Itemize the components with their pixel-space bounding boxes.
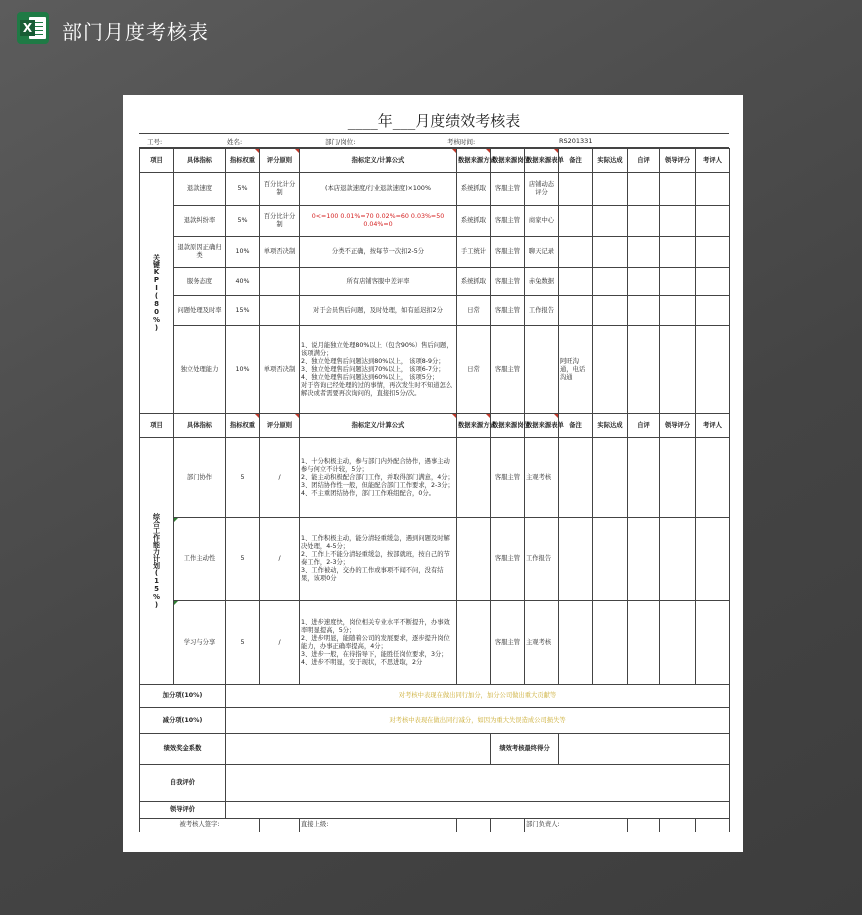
self-eval-row <box>140 765 730 802</box>
kpi-formula[interactable]: 1、说月能独立处理80%以上（包含90%）售后问题，该项满分； 2、独立处理售后问题达到80%以上， 该项8-9分； 3、独立处理售后问题达到70%以上， 该项6-7分； 4、独立处理售后问题达到60%以上， 该项5分； 对于咨询已经处理的过的事情，再次发生时不知道怎么解决或者需要再次询问的，直接扣5分/次。 <box>300 326 457 414</box>
final-score-label[interactable]: 绩效考核最终得分 <box>491 734 559 765</box>
ability-post[interactable]: 客服主管 <box>491 438 525 518</box>
kpi-row <box>140 206 730 237</box>
ability-formula[interactable]: 1、进步速度快，岗位相关专业水平不断提升，办事效率明显提高，5分； 2、进步明显，能随着公司的发展要求，逐步提升岗位能力，办事正确率提高，4分； 3、进步一般，在待指导下，能胜任岗位要求，3分； 4、进步不明显，安于现状，不思进取，2分 <box>300 601 457 685</box>
ability-formula[interactable]: 1、工作积极主动，能分清轻重缓急，遇到问题及时解决处理，4-5分； 2、工作上不能分清轻重缓急，按部就班，按自己的节奏工作，2-3分； 3、工作被动，交办的工作或事项不闻不问，没有结果，该项0分 <box>300 518 457 601</box>
score-cell[interactable] <box>660 518 696 601</box>
kpi-post[interactable]: 客服主管 <box>491 326 525 414</box>
kpi-formula[interactable]: 所有店铺客服中差评率 <box>300 268 457 296</box>
column-header[interactable]: 实际达成 <box>593 149 628 173</box>
ability-name[interactable]: 部门协作 <box>174 438 226 518</box>
ability-method[interactable] <box>457 438 491 518</box>
score-cell[interactable] <box>628 326 660 414</box>
kpi-post[interactable]: 客服主管 <box>491 237 525 268</box>
kpi-formula[interactable]: 分类不正确，按每节一次扣2-5分 <box>300 237 457 268</box>
score-cell[interactable] <box>660 237 696 268</box>
score-cell[interactable] <box>628 268 660 296</box>
ability-method[interactable] <box>457 518 491 601</box>
kpi-note[interactable]: 阿旺沟通，电话沟通 <box>559 326 593 414</box>
leader-eval-label[interactable]: 领导评价 <box>140 802 226 819</box>
kpi-rule[interactable]: 单项否决制 <box>260 237 300 268</box>
kpi-method[interactable]: 系统抓取 <box>457 268 491 296</box>
kpi-row <box>140 173 730 206</box>
kpi-row <box>140 237 730 268</box>
kpi-rule[interactable]: 百分比计分制 <box>260 173 300 206</box>
signature-row <box>140 819 730 832</box>
kpi-method[interactable]: 系统抓取 <box>457 173 491 206</box>
column-header[interactable]: 具体指标 <box>174 414 226 438</box>
signature-blank[interactable] <box>696 819 730 832</box>
score-cell[interactable] <box>593 296 628 326</box>
kpi-weight[interactable]: 40% <box>226 268 260 296</box>
coefficient-value[interactable] <box>226 734 491 765</box>
column-header[interactable]: 领导评分 <box>660 414 696 438</box>
ability-method[interactable] <box>457 601 491 685</box>
kpi-weight[interactable]: 5% <box>226 206 260 237</box>
column-header[interactable]: 数据来源岗位 <box>491 149 525 173</box>
signature-blank[interactable] <box>660 819 696 832</box>
kpi-formula[interactable]: (本店退款速度/行业退款速度)×100% <box>300 173 457 206</box>
score-cell[interactable] <box>660 601 696 685</box>
page-title: 部门月度考核表 <box>62 20 209 44</box>
ability-row <box>140 438 730 518</box>
score-cell[interactable] <box>628 206 660 237</box>
score-cell[interactable] <box>660 438 696 518</box>
deduct-label[interactable]: 减分项(10%) <box>140 708 226 734</box>
column-header[interactable]: 数据来源表单 <box>525 414 559 438</box>
kpi-name[interactable]: 问题处理及时率 <box>174 296 226 326</box>
score-cell[interactable] <box>696 237 730 268</box>
dept-head-signature[interactable]: 部门负责人: <box>525 819 628 832</box>
column-header[interactable]: 指标定义/计算公式 <box>300 149 457 173</box>
column-header[interactable]: 数据来源方式 <box>457 414 491 438</box>
kpi-note[interactable] <box>559 173 593 206</box>
kpi-section-text: 关键KPI(80%) <box>152 254 161 332</box>
kpi-form[interactable] <box>525 326 559 414</box>
column-header[interactable]: 评分原则 <box>260 149 300 173</box>
ability-form[interactable]: 主观考核 <box>525 601 559 685</box>
leader-eval-value[interactable] <box>226 802 730 819</box>
kpi-method[interactable]: 日常 <box>457 296 491 326</box>
kpi-rule[interactable] <box>260 268 300 296</box>
score-cell[interactable] <box>696 326 730 414</box>
kpi-weight[interactable]: 5% <box>226 173 260 206</box>
bonus-row <box>140 685 730 708</box>
kpi-method[interactable]: 日常 <box>457 326 491 414</box>
score-cell[interactable] <box>628 296 660 326</box>
signature-blank[interactable] <box>457 819 491 832</box>
form-code: RS201331 <box>559 137 593 145</box>
kpi-form[interactable]: 商家中心 <box>525 206 559 237</box>
kpi-note[interactable] <box>559 237 593 268</box>
self-eval-label[interactable]: 自我评价 <box>140 765 226 802</box>
kpi-rule[interactable]: 百分比计分制 <box>260 206 300 237</box>
kpi-form[interactable]: 工作报告 <box>525 296 559 326</box>
ability-name[interactable]: 工作主动性 <box>174 518 226 601</box>
score-cell[interactable] <box>628 438 660 518</box>
score-cell[interactable] <box>559 518 593 601</box>
column-header[interactable]: 数据来源表单 <box>525 149 559 173</box>
column-header[interactable]: 备注 <box>559 149 593 173</box>
score-cell[interactable] <box>593 326 628 414</box>
kpi-method[interactable]: 手工统计 <box>457 237 491 268</box>
spreadsheet-preview <box>123 95 743 852</box>
coefficient-row <box>140 734 730 765</box>
header-row <box>140 414 730 438</box>
ability-form[interactable]: 主观考核 <box>525 438 559 518</box>
kpi-post[interactable]: 客服主管 <box>491 206 525 237</box>
time-label: 考核时间: <box>447 138 476 146</box>
score-cell[interactable] <box>593 438 628 518</box>
deduct-row <box>140 708 730 734</box>
column-header[interactable]: 实际达成 <box>593 414 628 438</box>
score-cell[interactable] <box>593 206 628 237</box>
column-header[interactable]: 具体指标 <box>174 149 226 173</box>
kpi-name[interactable]: 独立处理能力 <box>174 326 226 414</box>
kpi-formula[interactable]: 对于会员售后问题，及时处理，如有延迟扣2分 <box>300 296 457 326</box>
form-title: ____年___月度绩效考核表 <box>139 108 729 134</box>
column-header[interactable]: 数据来源方式 <box>457 149 491 173</box>
self-eval-value[interactable] <box>226 765 730 802</box>
coefficient-label[interactable]: 绩效奖金系数 <box>140 734 226 765</box>
score-cell[interactable] <box>593 601 628 685</box>
column-header[interactable]: 自评 <box>628 414 660 438</box>
column-header[interactable]: 备注 <box>559 414 593 438</box>
score-cell[interactable] <box>696 206 730 237</box>
score-cell[interactable] <box>593 237 628 268</box>
column-header[interactable]: 指标权重 <box>226 414 260 438</box>
score-cell[interactable] <box>696 601 730 685</box>
ability-weight[interactable]: 5 <box>226 601 260 685</box>
kpi-note[interactable] <box>559 268 593 296</box>
column-header[interactable]: 评分原则 <box>260 414 300 438</box>
kpi-method[interactable]: 系统抓取 <box>457 206 491 237</box>
ability-post[interactable]: 客服主管 <box>491 518 525 601</box>
info-row <box>139 134 729 148</box>
deduct-text[interactable]: 对考核中表现在做出同行减分，如因为重大失误造成公司损失等 <box>226 708 730 734</box>
appraisal-table <box>139 148 730 832</box>
appraisal-form <box>139 108 729 832</box>
final-score-value[interactable] <box>559 734 730 765</box>
ability-weight[interactable]: 5 <box>226 518 260 601</box>
kpi-note[interactable] <box>559 206 593 237</box>
ability-rule[interactable]: / <box>260 518 300 601</box>
score-cell[interactable] <box>628 237 660 268</box>
score-cell[interactable] <box>628 173 660 206</box>
kpi-section-label[interactable] <box>140 173 174 414</box>
column-header[interactable]: 指标权重 <box>226 149 260 173</box>
score-cell[interactable] <box>696 173 730 206</box>
name-label: 姓名: <box>227 138 243 146</box>
score-cell[interactable] <box>593 173 628 206</box>
kpi-post[interactable]: 客服主管 <box>491 173 525 206</box>
score-cell[interactable] <box>559 601 593 685</box>
title-bar <box>0 0 862 60</box>
column-header[interactable]: 项目 <box>140 414 174 438</box>
score-cell[interactable] <box>660 296 696 326</box>
ability-rule[interactable]: / <box>260 438 300 518</box>
score-cell[interactable] <box>696 438 730 518</box>
score-cell[interactable] <box>660 326 696 414</box>
signature-blank[interactable] <box>628 819 660 832</box>
ability-section-text: 综合工作能力计划(15%) <box>152 513 161 609</box>
kpi-form[interactable]: 聊天记录 <box>525 237 559 268</box>
kpi-row <box>140 268 730 296</box>
score-cell[interactable] <box>628 601 660 685</box>
ability-form[interactable]: 工作报告 <box>525 518 559 601</box>
kpi-weight[interactable]: 10% <box>226 326 260 414</box>
column-header[interactable]: 指标定义/计算公式 <box>300 414 457 438</box>
score-cell[interactable] <box>696 268 730 296</box>
ability-post[interactable]: 客服主管 <box>491 601 525 685</box>
excel-letter: X <box>20 20 35 36</box>
header-row <box>140 149 730 173</box>
kpi-row <box>140 296 730 326</box>
ability-name[interactable]: 学习与分享 <box>174 601 226 685</box>
id-label: 工号: <box>147 138 163 146</box>
kpi-formula[interactable]: 0<=100 0.01%=70 0.02%=60 0.03%=50 0.04%=0 <box>300 206 457 237</box>
score-cell[interactable] <box>696 296 730 326</box>
column-header[interactable]: 数据来源岗位 <box>491 414 525 438</box>
ability-row <box>140 601 730 685</box>
score-cell[interactable] <box>559 438 593 518</box>
score-cell[interactable] <box>593 518 628 601</box>
kpi-name[interactable]: 退款原因正确归类 <box>174 237 226 268</box>
bonus-text[interactable]: 对考核中表现在做出同行加分，加分公司做出重大贡献等 <box>226 685 730 708</box>
kpi-weight[interactable]: 15% <box>226 296 260 326</box>
column-header[interactable]: 自评 <box>628 149 660 173</box>
column-header[interactable]: 项目 <box>140 149 174 173</box>
kpi-weight[interactable]: 10% <box>226 237 260 268</box>
score-cell[interactable] <box>660 206 696 237</box>
kpi-row <box>140 326 730 414</box>
kpi-note[interactable] <box>559 296 593 326</box>
kpi-rule[interactable]: 单项否决制 <box>260 326 300 414</box>
score-cell[interactable] <box>593 268 628 296</box>
kpi-name[interactable]: 退款速度 <box>174 173 226 206</box>
score-cell[interactable] <box>628 518 660 601</box>
column-header[interactable]: 考评人 <box>696 414 730 438</box>
kpi-name[interactable]: 退款纠纷率 <box>174 206 226 237</box>
column-header[interactable]: 考评人 <box>696 149 730 173</box>
score-cell[interactable] <box>696 518 730 601</box>
ability-section-label[interactable] <box>140 438 174 685</box>
ability-row <box>140 518 730 601</box>
leader-eval-row <box>140 802 730 819</box>
ability-weight[interactable]: 5 <box>226 438 260 518</box>
excel-icon <box>17 12 49 44</box>
kpi-form[interactable]: 店铺动态评分 <box>525 173 559 206</box>
bonus-label[interactable]: 加分项(10%) <box>140 685 226 708</box>
employee-signature[interactable]: 被考核人签字: <box>140 819 260 832</box>
score-cell[interactable] <box>660 173 696 206</box>
kpi-rule[interactable] <box>260 296 300 326</box>
score-cell[interactable] <box>660 268 696 296</box>
kpi-post[interactable]: 客服主管 <box>491 268 525 296</box>
kpi-name[interactable]: 服务态度 <box>174 268 226 296</box>
leader-signature[interactable]: 直接上级: <box>300 819 457 832</box>
signature-blank[interactable] <box>260 819 300 832</box>
kpi-post[interactable]: 客服主管 <box>491 296 525 326</box>
dept-label: 部门/岗位: <box>325 138 356 146</box>
kpi-form[interactable]: 赤兔数据 <box>525 268 559 296</box>
column-header[interactable]: 领导评分 <box>660 149 696 173</box>
ability-rule[interactable]: / <box>260 601 300 685</box>
ability-formula[interactable]: 1、十分积极主动，参与部门内外配合协作，遇事主动参与何立不计较，5分； 2、能主动积极配合部门工作，并取得部门满意，4分； 3、团结协作性一般，但能配合部门工作要求，2-3分； 4、不主重团结协作，部门工作难组配合，0分。 <box>300 438 457 518</box>
signature-blank[interactable] <box>491 819 525 832</box>
